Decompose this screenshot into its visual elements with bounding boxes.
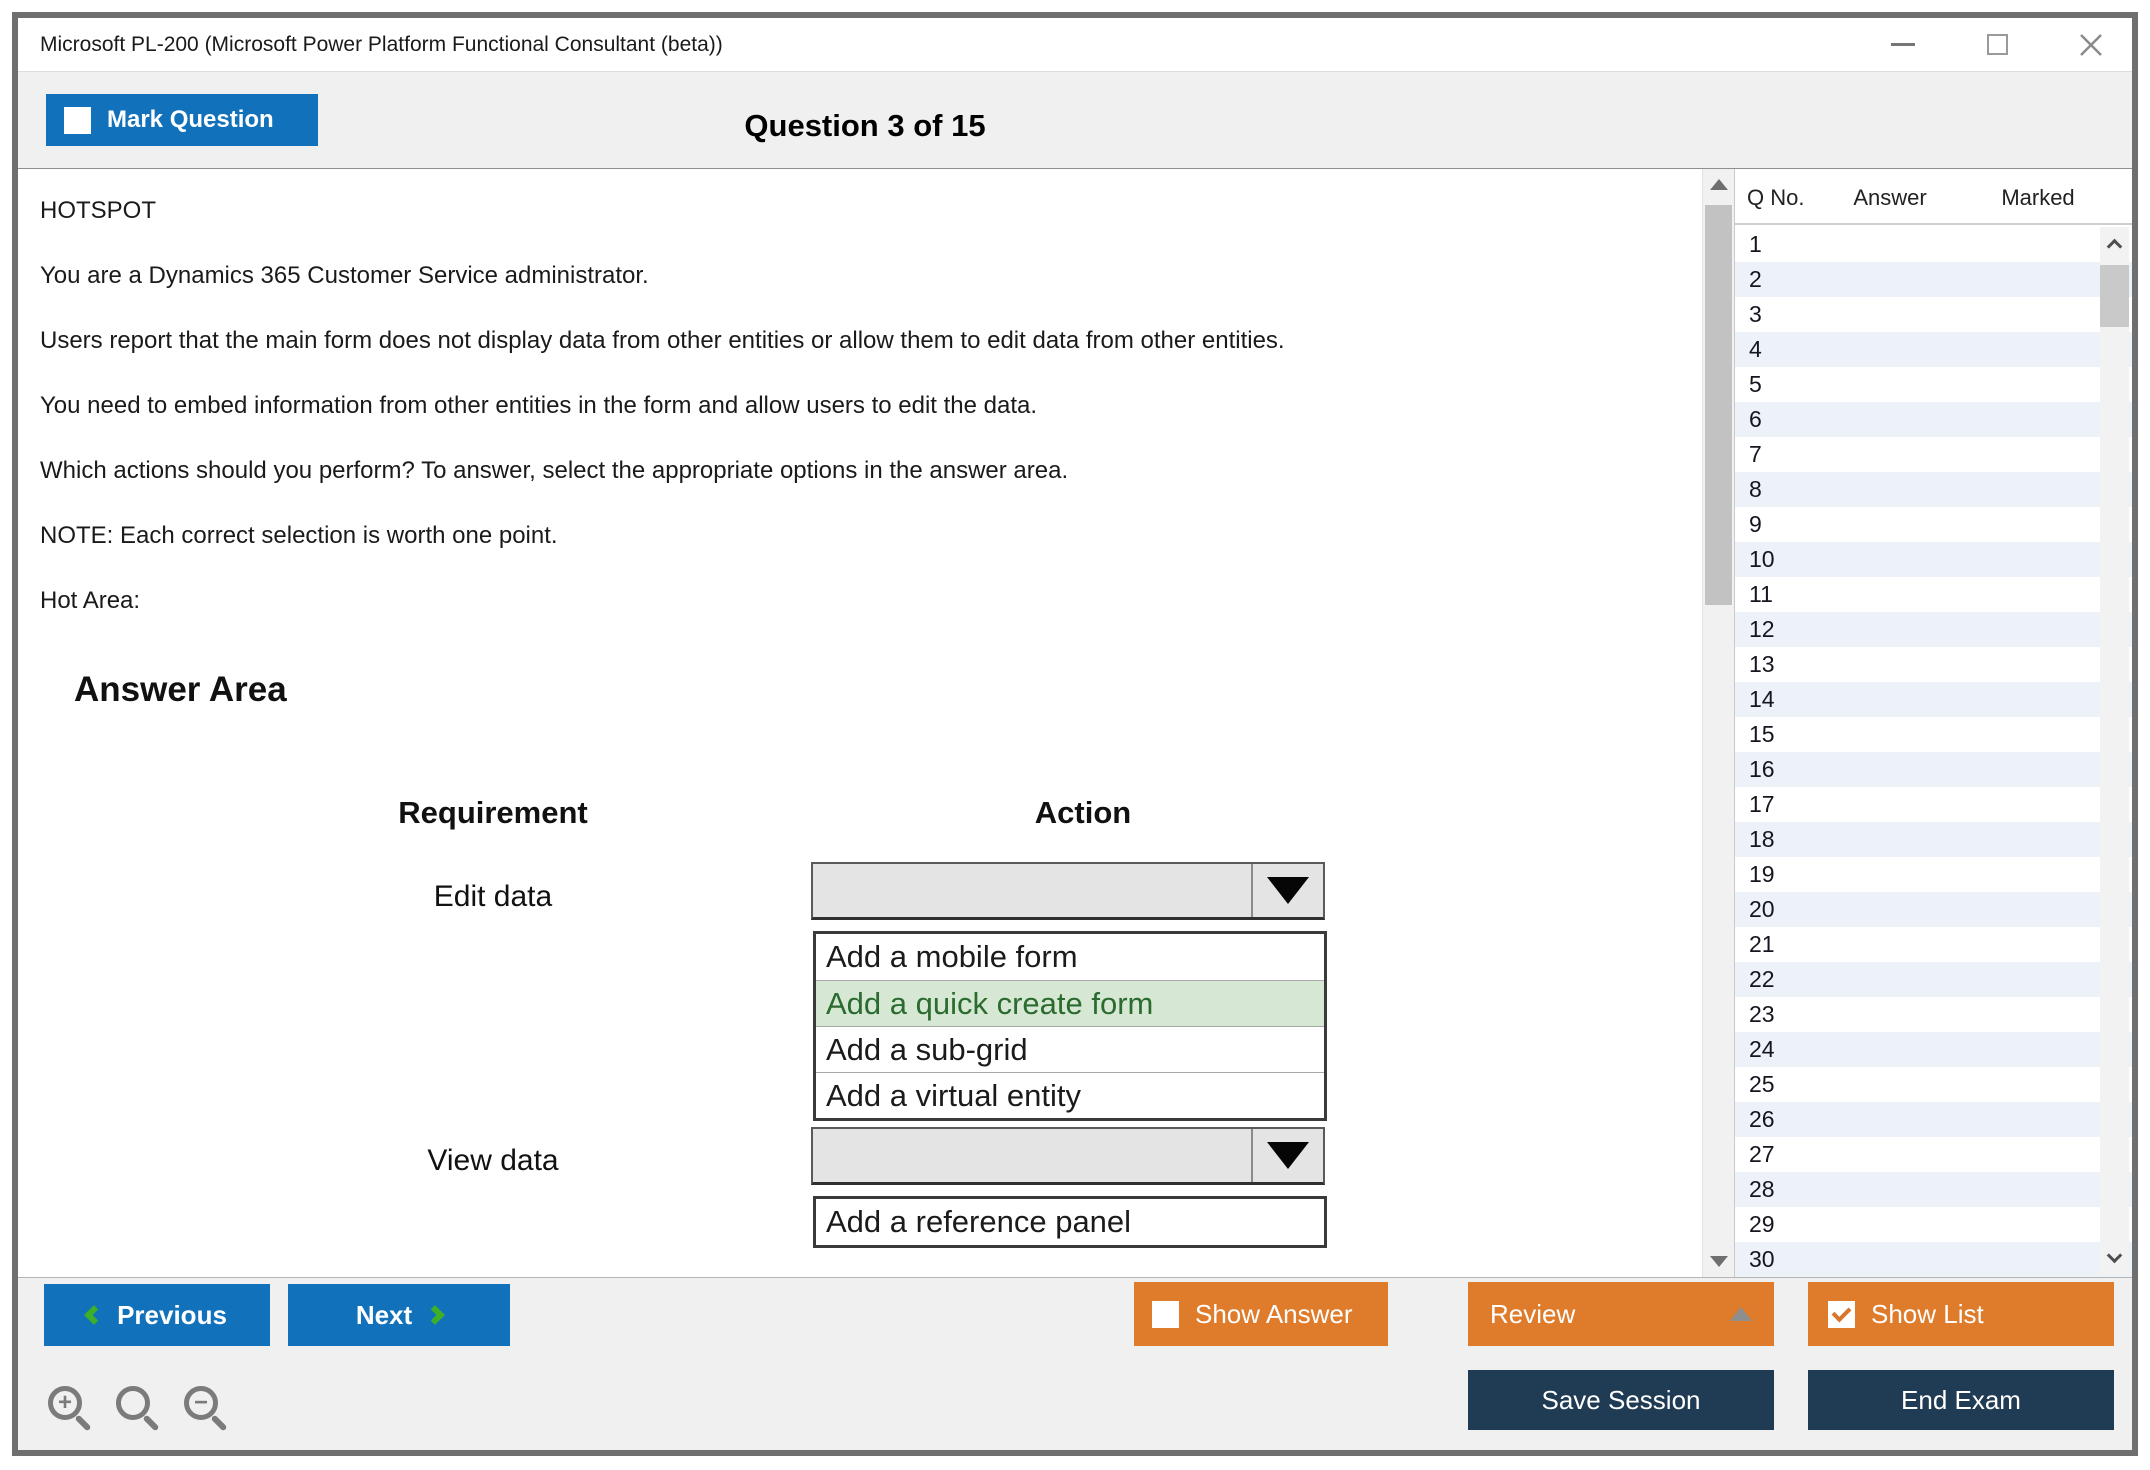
minimize-button[interactable] xyxy=(1888,30,1918,60)
question-list-sidebar xyxy=(1734,169,2132,1277)
window-controls xyxy=(1888,30,2106,60)
review-button[interactable] xyxy=(1468,1282,1774,1346)
close-icon xyxy=(2077,31,2105,59)
dropdown-arrow-cell[interactable] xyxy=(1251,1129,1323,1182)
review-label: Review xyxy=(1490,1298,1576,1329)
show-list-button[interactable] xyxy=(1808,1282,2114,1346)
question-row[interactable] xyxy=(1735,752,2132,787)
window-title: Microsoft PL-200 (Microsoft Power Platform Functional Consultant (beta)) xyxy=(40,32,723,56)
question-number: 8 xyxy=(1749,476,1762,502)
zoom-out-button[interactable] xyxy=(184,1386,230,1432)
question-list xyxy=(1735,227,2132,1277)
close-button[interactable] xyxy=(2076,30,2106,60)
question-number: 14 xyxy=(1749,686,1775,712)
question-row[interactable] xyxy=(1735,507,2132,542)
question-panel xyxy=(18,169,1702,1277)
save-session-button[interactable] xyxy=(1468,1370,1774,1430)
previous-label: Previous xyxy=(117,1299,227,1330)
scroll-up-button[interactable] xyxy=(2100,241,2129,252)
question-row[interactable] xyxy=(1735,927,2132,962)
action-dropdown-edit-data[interactable] xyxy=(811,862,1325,920)
question-number: 19 xyxy=(1749,861,1775,887)
column-header-answer: Answer xyxy=(1853,185,1927,210)
show-answer-button[interactable] xyxy=(1134,1282,1388,1346)
question-number: 23 xyxy=(1749,1001,1775,1027)
question-row[interactable] xyxy=(1735,1032,2132,1067)
requirement-label-edit-data: Edit data xyxy=(433,880,553,913)
scroll-down-button[interactable] xyxy=(2100,1250,2129,1261)
question-number: 5 xyxy=(1749,371,1762,397)
hot-area-label: Hot Area: xyxy=(40,587,141,614)
question-row[interactable] xyxy=(1735,1172,2132,1207)
scrollbar-thumb[interactable] xyxy=(1705,205,1732,605)
question-number: 24 xyxy=(1749,1036,1775,1062)
question-row[interactable] xyxy=(1735,997,2132,1032)
action-column-header: Action xyxy=(1034,795,1132,830)
question-row[interactable] xyxy=(1735,1067,2132,1102)
requirement-column-header: Requirement xyxy=(398,795,588,830)
show-list-label: Show List xyxy=(1871,1298,1984,1329)
chevron-down-icon xyxy=(2107,1248,2123,1264)
question-number: 18 xyxy=(1749,826,1775,852)
question-number: 25 xyxy=(1749,1071,1775,1097)
question-paragraph: Users report that the main form does not display data from other entities or allow them to edit data from other entities. xyxy=(40,327,1285,354)
chevron-left-icon xyxy=(84,1305,104,1325)
question-number: 9 xyxy=(1749,511,1762,537)
end-exam-label: End Exam xyxy=(1901,1384,2021,1415)
show-answer-checkbox[interactable] xyxy=(1152,1301,1179,1328)
question-row[interactable] xyxy=(1735,822,2132,857)
triangle-down-icon xyxy=(1710,1256,1728,1267)
chevron-down-icon xyxy=(1267,1142,1309,1169)
main-area xyxy=(18,168,2132,1278)
title-bar xyxy=(18,18,2132,72)
question-row[interactable] xyxy=(1735,1242,2132,1277)
dropdown-option[interactable]: Add a sub-grid xyxy=(816,1026,1324,1072)
question-number: 6 xyxy=(1749,406,1762,432)
question-row[interactable] xyxy=(1735,402,2132,437)
question-row[interactable] xyxy=(1735,787,2132,822)
dropdown-option[interactable]: Add a quick create form xyxy=(816,980,1324,1026)
magnifier-handle xyxy=(143,1415,160,1432)
question-number: 30 xyxy=(1749,1246,1775,1272)
question-row[interactable] xyxy=(1735,297,2132,332)
minimize-icon xyxy=(1891,43,1915,46)
question-number: 28 xyxy=(1749,1176,1775,1202)
action-dropdown-options xyxy=(813,931,1327,1121)
question-paragraph: You need to embed information from other entities in the form and allow users to edit the data. xyxy=(40,392,1038,419)
zoom-in-icon: + xyxy=(48,1386,82,1420)
magnifier-handle xyxy=(75,1415,92,1432)
question-row[interactable] xyxy=(1735,472,2132,507)
question-row[interactable] xyxy=(1735,577,2132,612)
footer-bar xyxy=(18,1278,2132,1450)
question-row[interactable] xyxy=(1735,227,2132,262)
dropdown-option[interactable]: Add a mobile form xyxy=(816,934,1324,980)
question-list-header xyxy=(1735,169,2132,225)
question-number: 27 xyxy=(1749,1141,1775,1167)
zoom-in-button[interactable] xyxy=(48,1386,94,1432)
chevron-right-icon xyxy=(425,1305,445,1325)
dropdown-option[interactable]: Add a virtual entity xyxy=(816,1072,1324,1118)
question-number: 22 xyxy=(1749,966,1775,992)
exam-app-window xyxy=(12,12,2138,1456)
question-number: 3 xyxy=(1749,301,1762,327)
question-row[interactable] xyxy=(1735,717,2132,752)
answer-area-title: Answer Area xyxy=(74,670,287,709)
sidebar-scrollbar[interactable] xyxy=(2100,227,2129,1275)
question-note: NOTE: Each correct selection is worth one point. xyxy=(40,522,558,549)
question-number: 29 xyxy=(1749,1211,1775,1237)
question-row[interactable] xyxy=(1735,542,2132,577)
chevron-up-icon xyxy=(2107,239,2123,255)
question-number: 2 xyxy=(1749,266,1762,292)
previous-button[interactable] xyxy=(44,1284,270,1346)
maximize-button[interactable] xyxy=(1982,30,2012,60)
question-row[interactable] xyxy=(1735,892,2132,927)
question-number: 4 xyxy=(1749,336,1762,362)
question-number: 21 xyxy=(1749,931,1775,957)
question-number: 15 xyxy=(1749,721,1775,747)
maximize-icon xyxy=(1987,34,2008,55)
next-button[interactable] xyxy=(288,1284,510,1346)
zoom-toolbar xyxy=(48,1386,230,1432)
question-row[interactable] xyxy=(1735,682,2132,717)
triangle-up-icon xyxy=(1730,1307,1752,1321)
question-row[interactable] xyxy=(1735,367,2132,402)
mark-question-label: Mark Question xyxy=(107,106,274,133)
question-row[interactable] xyxy=(1735,1207,2132,1242)
magnifier-handle xyxy=(211,1415,228,1432)
scroll-up-button[interactable] xyxy=(1703,179,1734,190)
next-label: Next xyxy=(355,1299,413,1330)
zoom-reset-button[interactable] xyxy=(116,1386,162,1432)
question-row[interactable] xyxy=(1735,647,2132,682)
question-paragraph: Which actions should you perform? To answer, select the appropriate options in the answer area. xyxy=(40,457,1069,484)
question-number: 10 xyxy=(1749,546,1775,572)
main-scrollbar[interactable] xyxy=(1702,169,1734,1277)
question-type-label: HOTSPOT xyxy=(40,197,157,224)
question-number: 26 xyxy=(1749,1106,1775,1132)
requirement-label-view-data: View data xyxy=(427,1144,559,1177)
dropdown-option[interactable]: Add a reference panel xyxy=(816,1199,1324,1245)
question-number: 1 xyxy=(1749,231,1762,257)
triangle-up-icon xyxy=(1710,179,1728,190)
chevron-down-icon xyxy=(1267,877,1309,904)
column-header-marked: Marked xyxy=(2001,185,2075,210)
question-paragraph: You are a Dynamics 365 Customer Service administrator. xyxy=(40,262,649,289)
question-number: 7 xyxy=(1749,441,1762,467)
question-row[interactable] xyxy=(1735,262,2132,297)
action-dropdown-options xyxy=(813,1196,1327,1248)
question-row[interactable] xyxy=(1735,1102,2132,1137)
question-row[interactable] xyxy=(1735,437,2132,472)
question-row[interactable] xyxy=(1735,857,2132,892)
question-number: 11 xyxy=(1749,581,1773,607)
scrollbar-thumb[interactable] xyxy=(2100,265,2129,327)
action-dropdown-view-data[interactable] xyxy=(811,1127,1325,1185)
zoom-out-icon: − xyxy=(184,1386,218,1420)
question-row[interactable] xyxy=(1735,332,2132,367)
show-answer-label: Show Answer xyxy=(1195,1298,1353,1329)
answer-area xyxy=(40,650,1702,1277)
header-bar xyxy=(18,72,2132,168)
question-number: 12 xyxy=(1749,616,1775,642)
column-header-qno: Q No. xyxy=(1747,185,1805,210)
question-row[interactable] xyxy=(1735,612,2132,647)
save-session-label: Save Session xyxy=(1541,1384,1701,1415)
question-counter: Question 3 of 15 xyxy=(744,108,986,143)
dropdown-arrow-cell[interactable] xyxy=(1251,864,1323,917)
question-number: 17 xyxy=(1749,791,1775,817)
question-row[interactable] xyxy=(1735,962,2132,997)
end-exam-button[interactable] xyxy=(1808,1370,2114,1430)
question-number: 20 xyxy=(1749,896,1775,922)
scroll-down-button[interactable] xyxy=(1703,1256,1734,1267)
question-row[interactable] xyxy=(1735,1137,2132,1172)
question-number: 13 xyxy=(1749,651,1775,677)
show-list-checkbox[interactable] xyxy=(1828,1301,1855,1328)
question-number: 16 xyxy=(1749,756,1775,782)
